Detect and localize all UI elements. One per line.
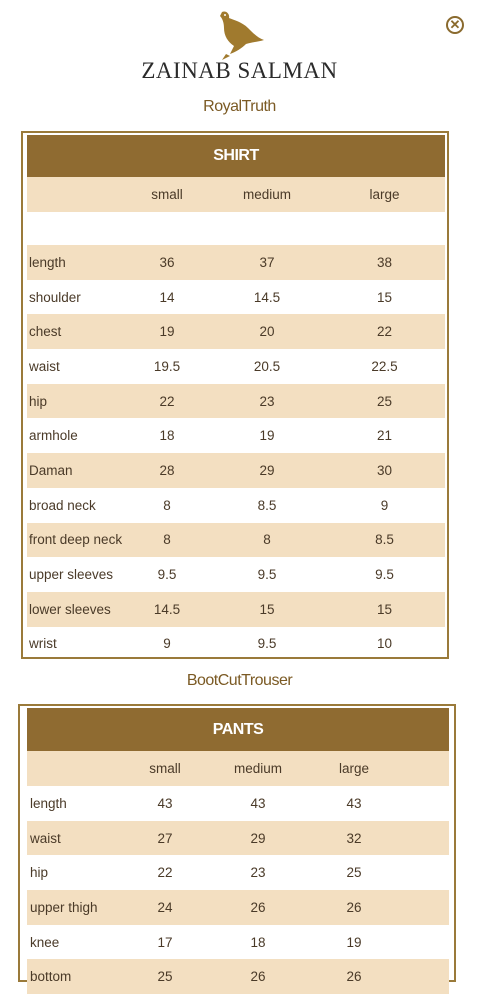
- header-cell-large: large: [338, 761, 370, 776]
- header-cell-small: small: [151, 187, 183, 202]
- header-cell-medium: medium: [242, 187, 291, 202]
- size-value: 9.5: [375, 567, 394, 583]
- size-value: 17: [157, 934, 173, 950]
- size-value: 37: [259, 254, 275, 270]
- size-value: 8: [163, 532, 171, 548]
- size-value: 9: [380, 497, 389, 513]
- size-value: 18: [159, 428, 175, 444]
- header-cell-large: large: [369, 187, 400, 202]
- size-value: 22: [157, 865, 173, 881]
- table-row: [27, 925, 449, 960]
- bird-logo-icon: [212, 8, 268, 60]
- size-value: 9.5: [257, 636, 277, 652]
- table-row: [27, 280, 445, 315]
- size-value: 15: [259, 601, 275, 617]
- size-value: 8: [263, 532, 271, 548]
- size-value: 14: [159, 289, 175, 305]
- measurement-label: length: [30, 795, 67, 811]
- size-value: 27: [157, 830, 173, 846]
- size-value: 10: [376, 636, 393, 652]
- measurement-label: lower sleeves: [29, 601, 111, 617]
- size-value: 19: [259, 428, 275, 444]
- size-value: 30: [376, 462, 393, 478]
- size-value: 25: [157, 969, 173, 985]
- table-row: [27, 314, 445, 349]
- size-value: 9.5: [257, 567, 277, 583]
- measurement-label: upper sleeves: [29, 567, 114, 583]
- measurement-label: upper thigh: [30, 899, 98, 915]
- size-value: 20.5: [253, 358, 281, 374]
- size-value: 9: [163, 636, 171, 652]
- table-row: [27, 786, 449, 821]
- size-value: 26: [346, 969, 362, 985]
- measurement-label: waist: [30, 830, 61, 846]
- size-value: 15: [376, 601, 393, 617]
- size-value: 23: [259, 393, 275, 409]
- collection-subtitle: RoyalTruth: [203, 98, 276, 115]
- size-value: 9.5: [157, 567, 177, 583]
- spacer-row: [27, 212, 445, 245]
- size-value: 8: [163, 497, 171, 513]
- size-value: 26: [250, 969, 266, 985]
- size-value: 8.5: [257, 497, 277, 513]
- size-value: 25: [346, 865, 362, 881]
- pants-size-table: [18, 704, 456, 985]
- size-value: 32: [346, 830, 362, 846]
- size-value: 18: [250, 934, 266, 950]
- size-value: 38: [376, 254, 393, 270]
- table-row: [27, 418, 445, 453]
- measurement-label: chest: [29, 324, 62, 340]
- table-row: [27, 855, 449, 890]
- size-value: 43: [250, 795, 266, 811]
- shirt-table-title: SHIRT: [27, 135, 445, 177]
- table-row: [27, 384, 445, 419]
- measurement-label: front deep neck: [29, 532, 123, 548]
- size-value: 24: [157, 899, 173, 915]
- size-value: 43: [346, 795, 362, 811]
- measurement-label: waist: [29, 358, 60, 374]
- table-row: [27, 592, 445, 627]
- pants-table-title: PANTS: [27, 708, 449, 751]
- size-value: 29: [250, 830, 266, 846]
- trouser-subtitle: BootCutTrouser: [186, 672, 293, 689]
- table-row: [27, 627, 445, 662]
- size-value: 21: [376, 428, 393, 444]
- measurement-label: broad neck: [29, 497, 96, 513]
- size-value: 36: [159, 254, 175, 270]
- size-value: 22.5: [371, 358, 398, 374]
- close-icon: ✕: [449, 17, 461, 32]
- shirt-header-row: [27, 177, 445, 212]
- table-row: [27, 349, 445, 384]
- table-row: [27, 245, 445, 280]
- pants-header-row: [27, 751, 449, 786]
- shirt-size-table: [21, 131, 449, 659]
- measurement-label: armhole: [29, 428, 78, 444]
- measurement-label: wrist: [29, 636, 57, 652]
- measurement-label: Daman: [29, 462, 73, 478]
- size-value: 26: [250, 899, 266, 915]
- size-value: 26: [346, 899, 362, 915]
- size-value: 19: [159, 324, 175, 340]
- size-value: 43: [157, 795, 173, 811]
- size-value: 29: [259, 462, 275, 478]
- table-row: [27, 453, 445, 488]
- table-row: [27, 821, 449, 856]
- header-cell-small: small: [149, 761, 181, 776]
- size-value: 14.5: [253, 289, 281, 305]
- brand-name: ZAINAB SALMAN: [141, 58, 338, 83]
- size-value: 14.5: [153, 601, 181, 617]
- measurement-label: hip: [29, 393, 48, 409]
- size-value: 22: [376, 324, 393, 340]
- size-value: 20: [259, 324, 275, 340]
- brand-logo: [0, 8, 479, 60]
- table-row: [27, 488, 445, 523]
- measurement-label: bottom: [30, 969, 72, 985]
- size-value: 23: [250, 865, 266, 881]
- size-value: 19.5: [153, 358, 181, 374]
- size-value: 19: [346, 934, 362, 950]
- size-value: 15: [376, 289, 393, 305]
- measurement-label: shoulder: [29, 289, 81, 305]
- size-value: 22: [159, 393, 175, 409]
- table-row: [27, 959, 449, 994]
- measurement-label: knee: [30, 934, 60, 950]
- measurement-label: length: [29, 254, 66, 270]
- size-value: 8.5: [375, 532, 394, 548]
- measurement-label: hip: [30, 865, 49, 881]
- size-value: 28: [159, 462, 175, 478]
- header-cell-medium: medium: [233, 761, 282, 776]
- size-value: 25: [376, 393, 393, 409]
- table-row: [27, 557, 445, 592]
- table-row: [27, 523, 445, 558]
- table-row: [27, 890, 449, 925]
